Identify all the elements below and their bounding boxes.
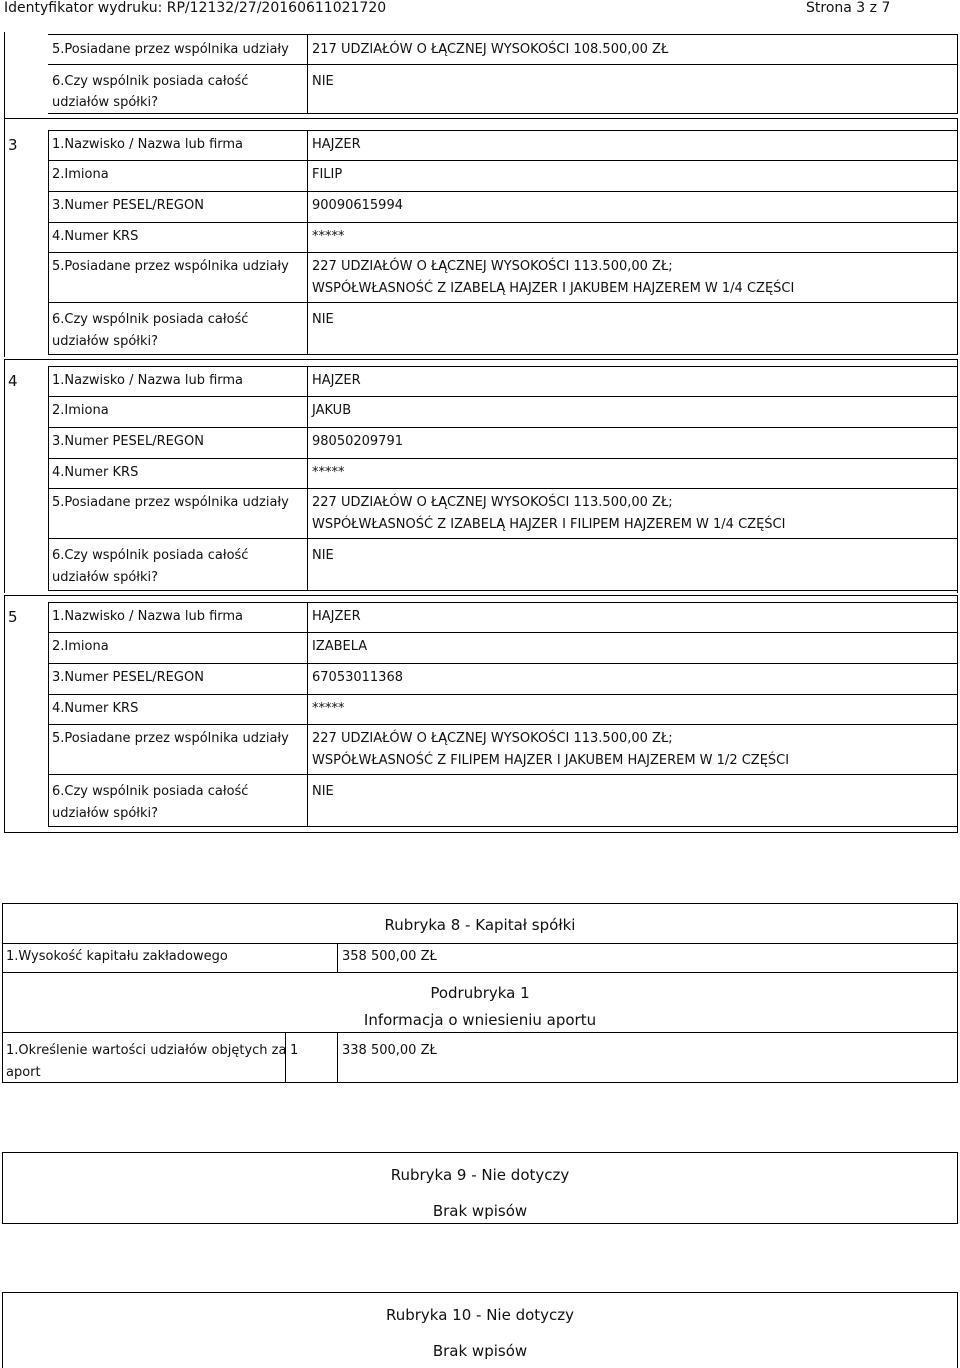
page-number: Strona 3 z 7 — [806, 0, 891, 16]
whole-shares-label-2: udziałów spółki? — [52, 570, 159, 585]
aport-label: 1.Określenie wartości udziałów objętych za — [6, 1043, 287, 1058]
krs-label: 4.Numer KRS — [52, 701, 139, 716]
surname-value: HAJZER — [312, 373, 361, 388]
shares-value-2: WSPÓŁWŁASNOŚĆ Z IZABELĄ HAJZER I FILIPEM HAJZEREM W 1/4 CZĘŚCI — [312, 517, 786, 532]
krs-label: 4.Numer KRS — [52, 229, 139, 244]
names-value: IZABELA — [312, 639, 368, 654]
whole-shares-label: 6.Czy wspólnik posiada całość — [52, 74, 249, 89]
shares-label: 5.Posiadane przez wspólnika udziały — [52, 495, 289, 510]
names-value: JAKUB — [312, 403, 352, 418]
podrubryka-subtitle: Informacja o wniesieniu aportu — [363, 1011, 597, 1029]
shares-value-2: WSPÓŁWŁASNOŚĆ Z FILIPEM HAJZER I JAKUBEM HAJZEREM W 1/2 CZĘŚCI — [312, 753, 790, 768]
krs-value: ***** — [312, 701, 345, 716]
shares-label: 5.Posiadane przez wspólnika udziały — [52, 731, 289, 746]
surname-label: 1.Nazwisko / Nazwa lub firma — [52, 137, 244, 152]
whole-shares-label: 6.Czy wspólnik posiada całość — [52, 312, 249, 327]
aport-index: 1 — [290, 1043, 299, 1058]
shares-value-1: 227 UDZIAŁÓW O ŁĄCZNEJ WYSOKOŚCI 113.500,00 ZŁ; — [312, 495, 673, 510]
krs-label: 4.Numer KRS — [52, 465, 139, 480]
capital-value: 358 500,00 ZŁ — [342, 949, 437, 964]
krs-value: ***** — [312, 229, 345, 244]
pesel-label: 3.Numer PESEL/REGON — [52, 434, 204, 449]
rubryka-9-content: Brak wpisów — [432, 1202, 528, 1220]
pesel-label: 3.Numer PESEL/REGON — [52, 670, 204, 685]
pesel-value: 98050209791 — [312, 434, 403, 449]
shares-label: 5.Posiadane przez wspólnika udziały — [52, 42, 289, 57]
names-label: 2.Imiona — [52, 167, 109, 182]
whole-shares-value: NIE — [312, 74, 334, 89]
pesel-value: 90090615994 — [312, 198, 403, 213]
shares-label: 5.Posiadane przez wspólnika udziały — [52, 259, 289, 274]
whole-shares-label: 6.Czy wspólnik posiada całość — [52, 784, 249, 799]
whole-shares-value: NIE — [312, 784, 334, 799]
rubryka-9-title: Rubryka 9 - Nie dotyczy — [390, 1166, 570, 1184]
whole-shares-label: 6.Czy wspólnik posiada całość — [52, 548, 249, 563]
rubryka-8-title: Rubryka 8 - Kapitał spółki — [384, 916, 576, 934]
print-identifier: Identyfikator wydruku: RP/12132/27/20160611021720 — [4, 0, 387, 16]
surname-value: HAJZER — [312, 609, 361, 624]
surname-label: 1.Nazwisko / Nazwa lub firma — [52, 609, 244, 624]
whole-shares-label-2: udziałów spółki? — [52, 95, 159, 110]
shares-value-2: WSPÓŁWŁASNOŚĆ Z IZABELĄ HAJZER I JAKUBEM HAJZEREM W 1/4 CZĘŚCI — [312, 281, 795, 296]
shares-value: 217 UDZIAŁÓW O ŁĄCZNEJ WYSOKOŚCI 108.500,00 ZŁ — [312, 42, 669, 57]
krs-value: ***** — [312, 465, 345, 480]
aport-label-2: aport — [6, 1065, 41, 1080]
whole-shares-value: NIE — [312, 312, 334, 327]
whole-shares-label-2: udziałów spółki? — [52, 806, 159, 821]
names-label: 2.Imiona — [52, 639, 109, 654]
surname-label: 1.Nazwisko / Nazwa lub firma — [52, 373, 244, 388]
whole-shares-label-2: udziałów spółki? — [52, 334, 159, 349]
aport-value: 338 500,00 ZŁ — [342, 1043, 437, 1058]
rubryka-10-content: Brak wpisów — [432, 1342, 528, 1360]
names-value: FILIP — [312, 167, 343, 182]
shares-value-1: 227 UDZIAŁÓW O ŁĄCZNEJ WYSOKOŚCI 113.500,00 ZŁ; — [312, 731, 673, 746]
shares-value-1: 227 UDZIAŁÓW O ŁĄCZNEJ WYSOKOŚCI 113.500,00 ZŁ; — [312, 259, 673, 274]
pesel-label: 3.Numer PESEL/REGON — [52, 198, 204, 213]
partner-number: 5 — [8, 608, 18, 626]
partner-number: 4 — [8, 372, 18, 390]
whole-shares-value: NIE — [312, 548, 334, 563]
partner-number: 3 — [8, 136, 18, 154]
pesel-value: 67053011368 — [312, 670, 403, 685]
podrubryka-title: Podrubryka 1 — [430, 984, 530, 1002]
capital-label: 1.Wysokość kapitału zakładowego — [6, 949, 228, 964]
rubryka-10-title: Rubryka 10 - Nie dotyczy — [385, 1306, 575, 1324]
names-label: 2.Imiona — [52, 403, 109, 418]
surname-value: HAJZER — [312, 137, 361, 152]
